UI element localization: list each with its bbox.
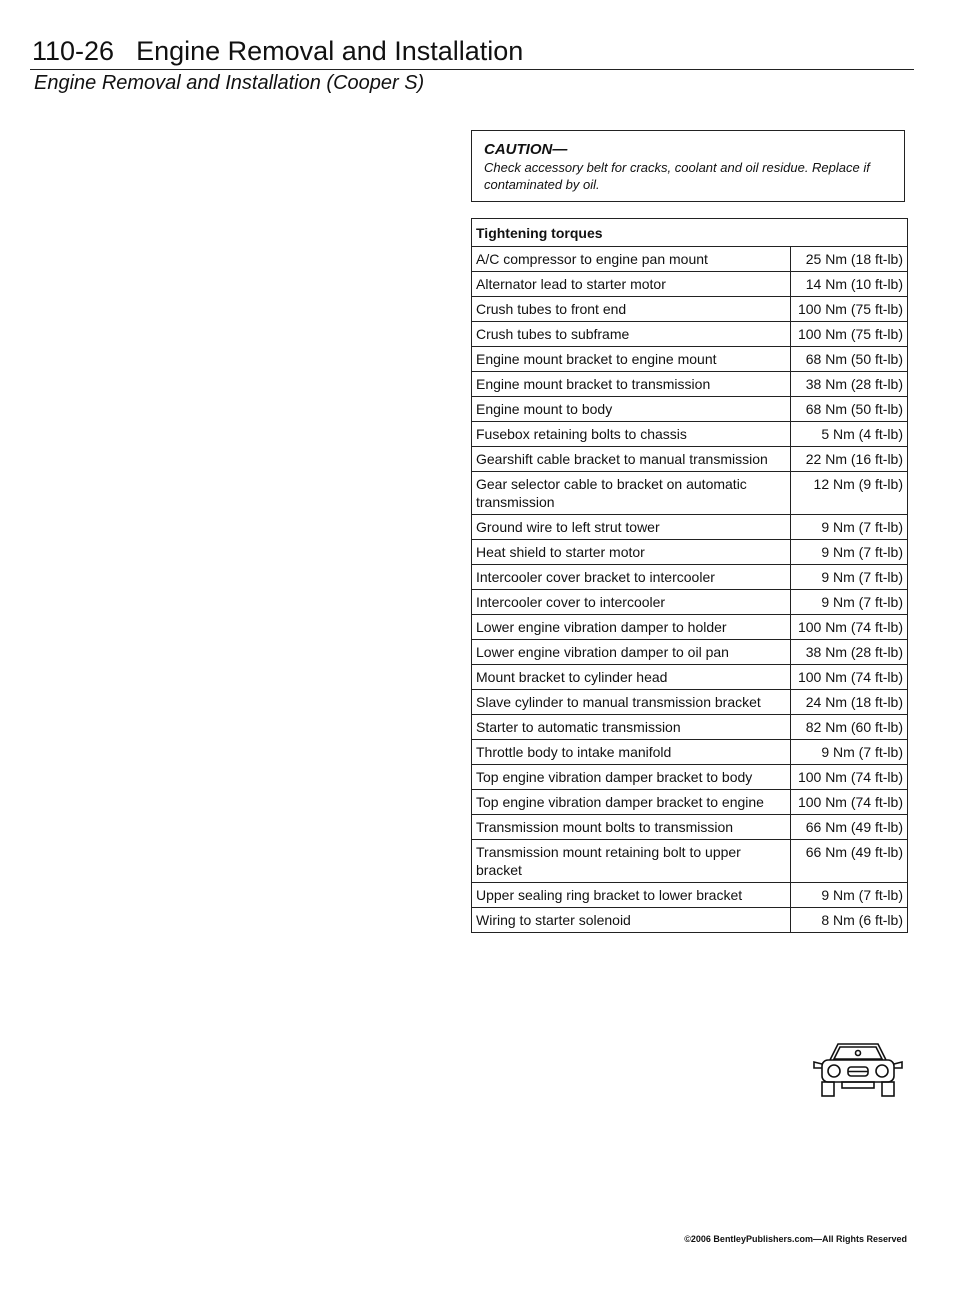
torque-item: Gear selector cable to bracket on automatic transmission <box>472 472 791 515</box>
torque-table-row <box>472 397 908 422</box>
torque-value: 68 Nm (50 ft-lb) <box>791 347 908 372</box>
caution-title: CAUTION— <box>484 141 568 158</box>
torque-item: Ground wire to left strut tower <box>472 515 791 540</box>
torque-item: Engine mount bracket to transmission <box>472 372 791 397</box>
torque-table-row <box>472 297 908 322</box>
torque-value: 9 Nm (7 ft-lb) <box>791 740 908 765</box>
torque-item: Lower engine vibration damper to oil pan <box>472 640 791 665</box>
torque-table-header-row <box>472 219 908 247</box>
torque-value: 100 Nm (74 ft-lb) <box>791 790 908 815</box>
torque-table-row <box>472 472 908 515</box>
torque-value: 100 Nm (75 ft-lb) <box>791 297 908 322</box>
torque-value: 100 Nm (74 ft-lb) <box>791 665 908 690</box>
torque-table-row <box>472 540 908 565</box>
torque-table-row <box>472 322 908 347</box>
torque-table-row <box>472 840 908 883</box>
page-title: Engine Removal and Installation <box>136 36 524 66</box>
torque-value: 9 Nm (7 ft-lb) <box>791 590 908 615</box>
torque-value: 100 Nm (75 ft-lb) <box>791 322 908 347</box>
torque-table-row <box>472 247 908 272</box>
torque-value: 5 Nm (4 ft-lb) <box>791 422 908 447</box>
torque-table-row <box>472 640 908 665</box>
torque-value: 14 Nm (10 ft-lb) <box>791 272 908 297</box>
section-subtitle: Engine Removal and Installation (Cooper S) <box>34 72 425 94</box>
torque-table-row <box>472 715 908 740</box>
torque-table-body <box>472 247 908 933</box>
torque-table-row <box>472 447 908 472</box>
torque-table-row <box>472 372 908 397</box>
torque-value: 9 Nm (7 ft-lb) <box>791 515 908 540</box>
torque-value: 25 Nm (18 ft-lb) <box>791 247 908 272</box>
torque-item: Upper sealing ring bracket to lower bracket <box>472 883 791 908</box>
torque-item: Engine mount bracket to engine mount <box>472 347 791 372</box>
torque-item: Heat shield to starter motor <box>472 540 791 565</box>
torque-value: 68 Nm (50 ft-lb) <box>791 397 908 422</box>
torque-table-row <box>472 272 908 297</box>
torque-item: Fusebox retaining bolts to chassis <box>472 422 791 447</box>
caution-box <box>471 130 905 202</box>
torque-table-row <box>472 565 908 590</box>
torque-table <box>471 218 908 933</box>
torque-item: Wiring to starter solenoid <box>472 908 791 933</box>
caution-text: Check accessory belt for cracks, coolant and oil residue. Replace if contaminated by oil. <box>484 160 870 192</box>
torque-table-row <box>472 515 908 540</box>
torque-value: 22 Nm (16 ft-lb) <box>791 447 908 472</box>
torque-table-row <box>472 740 908 765</box>
torque-value: 12 Nm (9 ft-lb) <box>791 472 908 515</box>
torque-table-row <box>472 883 908 908</box>
torque-value: 100 Nm (74 ft-lb) <box>791 615 908 640</box>
torque-value: 100 Nm (74 ft-lb) <box>791 765 908 790</box>
torque-value: 24 Nm (18 ft-lb) <box>791 690 908 715</box>
torque-value: 9 Nm (7 ft-lb) <box>791 565 908 590</box>
torque-value: 82 Nm (60 ft-lb) <box>791 715 908 740</box>
torque-item: Top engine vibration damper bracket to engine <box>472 790 791 815</box>
torque-table-row <box>472 615 908 640</box>
torque-table-row <box>472 815 908 840</box>
torque-value: 38 Nm (28 ft-lb) <box>791 372 908 397</box>
torque-value: 66 Nm (49 ft-lb) <box>791 815 908 840</box>
torque-value: 66 Nm (49 ft-lb) <box>791 840 908 883</box>
torque-item: Slave cylinder to manual transmission bracket <box>472 690 791 715</box>
torque-table-row <box>472 765 908 790</box>
torque-value: 9 Nm (7 ft-lb) <box>791 540 908 565</box>
torque-item: Lower engine vibration damper to holder <box>472 615 791 640</box>
torque-table-row <box>472 347 908 372</box>
torque-table-row <box>472 590 908 615</box>
torque-item: Intercooler cover bracket to intercooler <box>472 565 791 590</box>
torque-item: Mount bracket to cylinder head <box>472 665 791 690</box>
mini-cooper-front-icon <box>808 1038 908 1100</box>
torque-table-row <box>472 422 908 447</box>
torque-item: Throttle body to intake manifold <box>472 740 791 765</box>
torque-table-row <box>472 908 908 933</box>
torque-value: 8 Nm (6 ft-lb) <box>791 908 908 933</box>
page-header <box>30 36 914 95</box>
copyright-footer: ©2006 BentleyPublishers.com—All Rights Reserved <box>684 1234 907 1244</box>
header-row <box>30 36 914 70</box>
torque-item: Intercooler cover to intercooler <box>472 590 791 615</box>
torque-item: Crush tubes to subframe <box>472 322 791 347</box>
page-number: 110-26 <box>32 36 115 66</box>
torque-table-heading: Tightening torques <box>472 219 908 247</box>
torque-item: Crush tubes to front end <box>472 297 791 322</box>
torque-item: A/C compressor to engine pan mount <box>472 247 791 272</box>
torque-table-row <box>472 665 908 690</box>
torque-item: Top engine vibration damper bracket to body <box>472 765 791 790</box>
torque-table-row <box>472 790 908 815</box>
torque-item: Gearshift cable bracket to manual transmission <box>472 447 791 472</box>
torque-item: Transmission mount retaining bolt to upper bracket <box>472 840 791 883</box>
torque-item: Alternator lead to starter motor <box>472 272 791 297</box>
torque-value: 9 Nm (7 ft-lb) <box>791 883 908 908</box>
torque-table-row <box>472 690 908 715</box>
torque-item: Transmission mount bolts to transmission <box>472 815 791 840</box>
torque-item: Starter to automatic transmission <box>472 715 791 740</box>
torque-item: Engine mount to body <box>472 397 791 422</box>
torque-value: 38 Nm (28 ft-lb) <box>791 640 908 665</box>
